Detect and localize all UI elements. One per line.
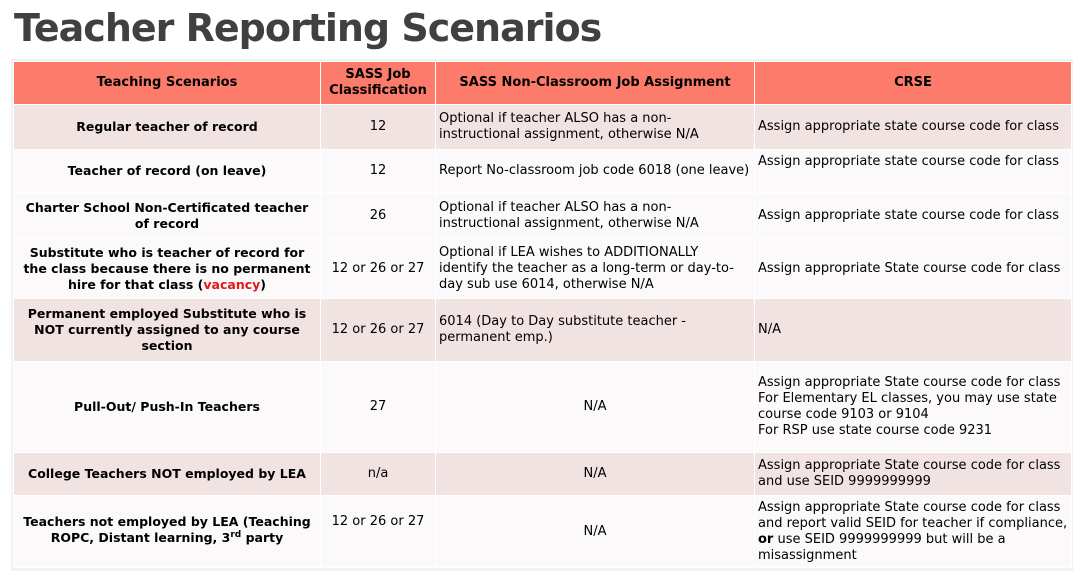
table-row	[14, 150, 1072, 193]
page-title: Teacher Reporting Scenarios	[14, 6, 602, 50]
crse-cell: Assign appropriate State course code for class	[755, 239, 1072, 299]
sass-cell: 27	[321, 362, 436, 453]
sass-cell: 12 or 26 or 27	[321, 496, 436, 568]
scenario-text: Teachers not employed by LEA (Teaching ROPC, Distant learning, 3	[23, 514, 311, 545]
sass-cell: 12	[321, 105, 436, 150]
vacancy-highlight: vacancy	[203, 276, 261, 292]
non-classroom-cell: Optional if LEA wishes to ADDITIONALLY identify the teacher as a long-term or day-to-day sub use 6014, otherwise N/A	[436, 239, 755, 299]
crse-line: For RSP use state course code 9231	[758, 423, 993, 438]
table-row	[14, 299, 1072, 362]
scenario-cell	[14, 496, 321, 568]
table-row	[14, 239, 1072, 299]
scenario-cell: Teacher of record (on leave)	[14, 150, 321, 193]
header-crse: CRSE	[755, 62, 1072, 105]
sass-cell: 12 or 26 or 27	[321, 299, 436, 362]
table-row	[14, 453, 1072, 496]
non-classroom-cell: Optional if teacher ALSO has a non-instructional assignment, otherwise N/A	[436, 105, 755, 150]
sass-cell: 12 or 26 or 27	[321, 239, 436, 299]
scenario-cell: Pull-Out/ Push-In Teachers	[14, 362, 321, 453]
crse-cell: Assign appropriate state course code for class	[755, 150, 1072, 193]
scenario-text-end: party	[241, 530, 284, 545]
crse-cell	[755, 496, 1072, 568]
ordinal-superscript: rd	[230, 529, 242, 540]
crse-cell: Assign appropriate state course code for class	[755, 105, 1072, 150]
non-classroom-cell: Report No-classroom job code 6018 (one leave)	[436, 150, 755, 193]
crse-cell: N/A	[755, 299, 1072, 362]
scenario-cell: Permanent employed Substitute who is NOT currently assigned to any course section	[14, 299, 321, 362]
sass-cell: n/a	[321, 453, 436, 496]
crse-text: Assign appropriate State course code for class and report valid SEID for teacher if compliance,	[758, 499, 1068, 531]
table-row	[14, 193, 1072, 239]
scenario-cell: Charter School Non-Certificated teacher of record	[14, 193, 321, 239]
header-teaching-scenarios: Teaching Scenarios	[14, 62, 321, 105]
scenarios-table	[13, 61, 1072, 568]
non-classroom-cell: 6014 (Day to Day substitute teacher - permanent emp.)	[436, 299, 755, 362]
non-classroom-cell: Optional if teacher ALSO has a non-instructional assignment, otherwise N/A	[436, 193, 755, 239]
crse-or-bold: or	[758, 531, 774, 547]
header-non-classroom-assignment: SASS Non-Classroom Job Assignment	[436, 62, 755, 105]
table-row	[14, 496, 1072, 568]
crse-cell: Assign appropriate State course code for class and use SEID 9999999999	[755, 453, 1072, 496]
crse-cell	[755, 362, 1072, 453]
non-classroom-cell: N/A	[436, 453, 755, 496]
crse-line: For Elementary EL classes, you may use state course code 9103 or 9104	[758, 391, 1057, 422]
sass-cell: 12	[321, 150, 436, 193]
non-classroom-cell: N/A	[436, 362, 755, 453]
table-row	[14, 362, 1072, 453]
scenario-text-end: )	[260, 276, 267, 292]
table-header-row	[14, 62, 1072, 105]
scenario-cell	[14, 239, 321, 299]
header-sass-job-classification: SASS Job Classification	[321, 62, 436, 105]
scenario-cell: Regular teacher of record	[14, 105, 321, 150]
non-classroom-cell: N/A	[436, 496, 755, 568]
scenario-cell: College Teachers NOT employed by LEA	[14, 453, 321, 496]
crse-text-end: use SEID 9999999999 but will be a misassignment	[758, 531, 1006, 563]
crse-line: Assign appropriate State course code for class	[758, 375, 1061, 390]
table-row	[14, 105, 1072, 150]
sass-cell: 26	[321, 193, 436, 239]
crse-cell: Assign appropriate state course code for class	[755, 193, 1072, 239]
scenario-text: Substitute who is teacher of record for the class because there is no permanent hire for that class (	[23, 244, 311, 292]
